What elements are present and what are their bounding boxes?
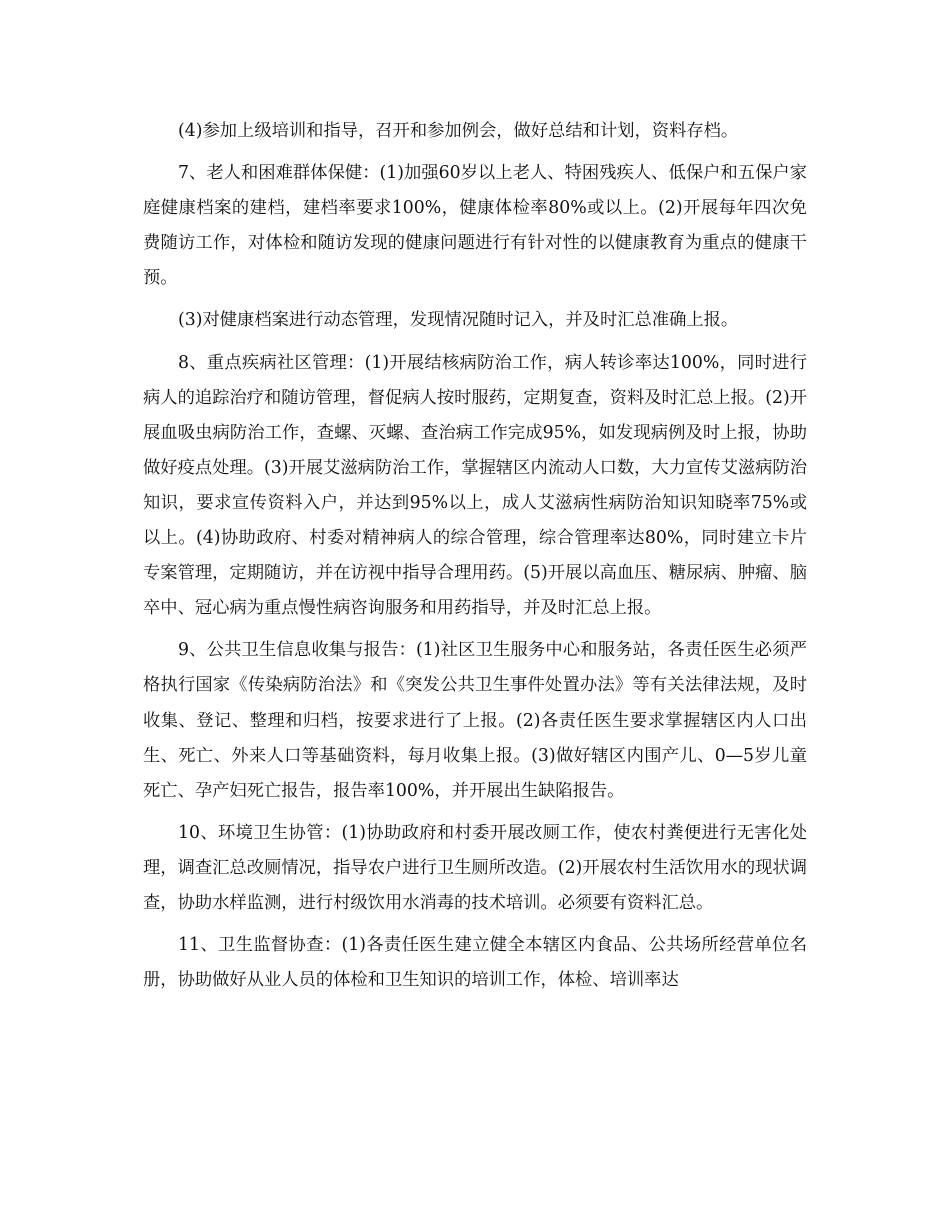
paragraph-training-meetings: (4)参加上级培训和指导，召开和参加例会，做好总结和计划，资料存档。 bbox=[178, 121, 739, 141]
paragraph-key-disease-management: 8、重点疾病社区管理：(1)开展结核病防治工作，病人转诊率达100%，同时进行病人的追踪治疗和随访管理，督促病人按时服药，定期复查，资料及时汇总上报。(2)开展血吸虫病防治工作，查螺、灭螺、查治病工作完成95%，如发现病例及时上报，协助做好疫点处理。(3)开展艾滋病防治工作，掌握辖区内流动人口数，大力宣传艾滋病防治知识，要求宣传资料入户，并达到95%以上，成人艾滋病性病防治知识知晓率75%或以上。(4)协助政府、村委对精神病人的综合管理，综合管理率达80%，同时建立卡片专案管理，定期随访，并在访视中指导合理用药。(5)开展以高血压、糖尿病、肿瘤、脑卒中、冠心病为重点慢性病咨询服务和用药指导，并及时汇总上报。 bbox=[143, 352, 807, 619]
paragraph-health-supervision: 11、卫生监督协查：(1)各责任医生建立健全本辖区内食品、公共场所经营单位名册，协助做好从业人员的体检和卫生知识的培训工作，体检、培训率达 bbox=[143, 935, 807, 991]
paragraph-public-health-reporting: 9、公共卫生信息收集与报告：(1)社区卫生服务中心和服务站，各责任医生必须严格执行国家《传染病防治法》和《突发公共卫生事件处置办法》等有关法律法规，及时收集、登记、整理和归档，按要求进行了上报。(2)各责任医生要求掌握辖区内人口出生、死亡、外来人口等基础资料，每月收集上报。(3)做好辖区内围产儿、0—5岁儿童死亡、孕产妇死亡报告，报告率100%，并开展出生缺陷报告。 bbox=[143, 640, 807, 801]
paragraph-elderly-care: 7、老人和困难群体保健：(1)加强60岁以上老人、特困残疾人、低保户和五保户家庭健康档案的建档，建档率要求100%，健康体检率80%或以上。(2)开展每年四次免费随访工作，对体检和随访发现的健康问题进行有针对性的以健康教育为重点的健康干预。 bbox=[143, 163, 807, 289]
document-body bbox=[143, 114, 807, 1005]
paragraph-health-records: (3)对健康档案进行动态管理，发现情况随时记入，并及时汇总准确上报。 bbox=[178, 310, 739, 331]
paragraph-environmental-health: 10、环境卫生协管：(1)协助政府和村委开展改厕工作，使农村粪便进行无害化处理，调查汇总改厕情况，指导农户进行卫生厕所改造。(2)开展农村生活饮用水的现状调查，协助水样监测，进行村级饮用水消毒的技术培训。必须要有资料汇总。 bbox=[143, 822, 807, 913]
